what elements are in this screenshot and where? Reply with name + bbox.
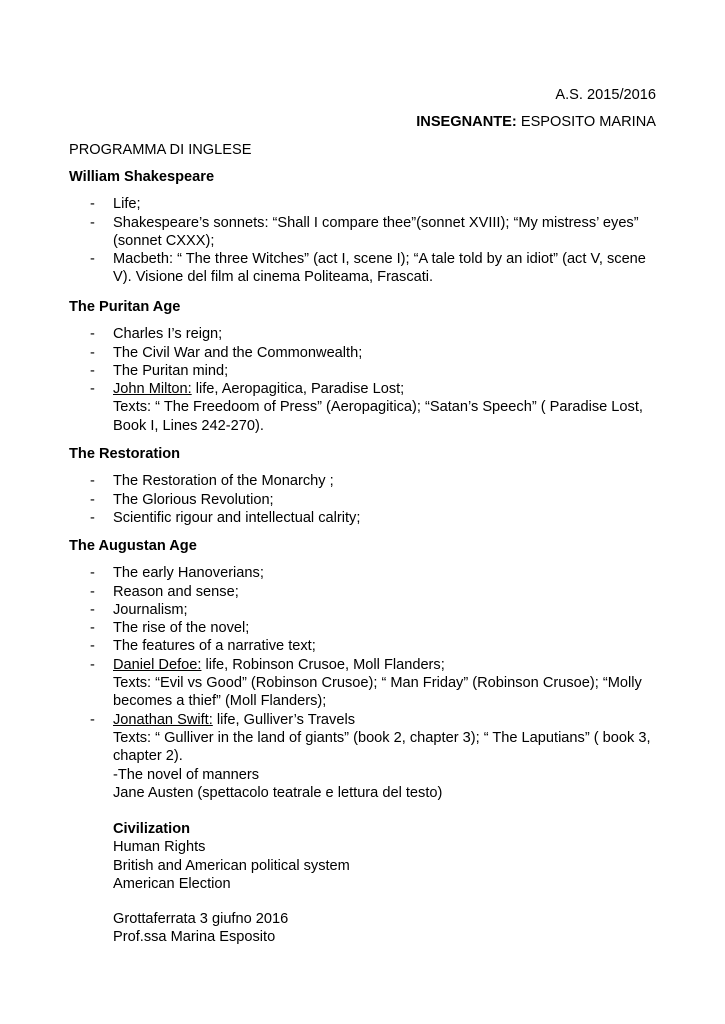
section-heading: William Shakespeare <box>69 169 215 185</box>
list-item: - John Milton: life, Aeropagitica, Paradise Lost; Texts: “ The Freedoom of Press” (Aeropagitica); “Satan’s Speech” ( Paradise Lost, Book I, Lines 242-270). <box>90 381 643 434</box>
civilization-item: British and American political system <box>113 857 350 874</box>
list-item: - Shakespeare’s sonnets: “Shall I compare thee”(sonnet XVIII); “My mistress’ eyes” (sonnet CXXX); <box>90 214 639 249</box>
texts-line: Texts: “Evil vs Good” (Robinson Crusoe); “ Man Friday” (Robinson Crusoe); “Molly becomes a thief” (Moll Flanders); <box>113 675 642 710</box>
section-puritan-age <box>69 298 665 435</box>
list-item: - The early Hanoverians; <box>90 565 264 582</box>
teacher <box>416 113 656 131</box>
list-item: - Reason and sense; <box>90 583 239 600</box>
list-item: - Daniel Defoe: life, Robinson Crusoe, Moll Flanders; Texts: “Evil vs Good” (Robinson Crusoe); “ Man Friday” (Robinson Crusoe); “Molly becomes a thief” (Moll Flanders); <box>90 656 642 710</box>
school-year: A.S. 2015/2016 <box>555 87 656 103</box>
list-item: - The rise of the novel; <box>90 620 250 637</box>
teacher-name: ESPOSITO MARINA <box>516 114 656 130</box>
jane-austen: Jane Austen (spettacolo teatrale e lettura del testo) <box>113 784 443 801</box>
civilization-item: American Election <box>113 875 231 892</box>
list-item: - Life; <box>90 196 141 213</box>
texts-line: Texts: “ Gulliver in the land of giants” (book 2, chapter 3); “ The Laputians” ( book 3, chapter 2). <box>113 729 651 765</box>
list-item: - Journalism; <box>90 601 188 618</box>
section-restoration <box>69 445 665 527</box>
teacher-label: INSEGNANTE: <box>416 114 517 130</box>
list-item: - Jonathan Swift: life, Gulliver’s Travels Texts: “ Gulliver in the land of giants” (book 2, chapter 3); “ The Laputians” ( book 3, chapter 2). -The novel of manners Jane Austen (spettacolo teatrale e lettura del testo) <box>90 711 651 801</box>
section-civilization <box>69 820 665 893</box>
list-item: - The Glorious Revolution; <box>90 491 274 508</box>
place-date: Grottaferrata 3 giufno 2016 <box>113 911 289 927</box>
list-item: - The Puritan mind; <box>90 362 229 379</box>
texts-line: Texts: “ The Freedoom of Press” (Aeropagitica); “Satan’s Speech” ( Paradise Lost, Book I, Lines 242-270). <box>113 399 643 434</box>
list-item: - The Civil War and the Commonwealth; <box>90 344 363 361</box>
section-augustan-age <box>69 537 665 802</box>
author-name: Jonathan Swift: <box>113 711 213 728</box>
novel-of-manners: -The novel of manners <box>113 766 260 783</box>
list-item: - Macbeth: “ The three Witches” (act I, scene I); “A tale told by an idiot” (act V, scene V). Visione del film al cinema Politeama, Frascati. <box>90 251 646 286</box>
section-shakespeare <box>69 168 665 287</box>
section-heading: Civilization <box>113 821 191 837</box>
signature: Prof.ssa Marina Esposito <box>113 929 276 946</box>
list-item: - The features of a narrative text; <box>90 638 316 655</box>
section-heading: The Augustan Age <box>69 538 197 554</box>
list-item: - The Restoration of the Monarchy ; <box>90 473 334 490</box>
section-heading: The Restoration <box>69 446 181 462</box>
document-title: PROGRAMMA DI INGLESE <box>69 142 252 158</box>
section-heading: The Puritan Age <box>69 299 181 315</box>
author-name: John Milton: <box>113 381 192 398</box>
civilization-item: Human Rights <box>113 839 206 856</box>
footer <box>69 910 665 947</box>
list-item: - Charles I’s reign; <box>90 326 223 343</box>
list-item: - Scientific rigour and intellectual calrity; <box>90 509 361 526</box>
author-name: Daniel Defoe: <box>113 656 202 673</box>
